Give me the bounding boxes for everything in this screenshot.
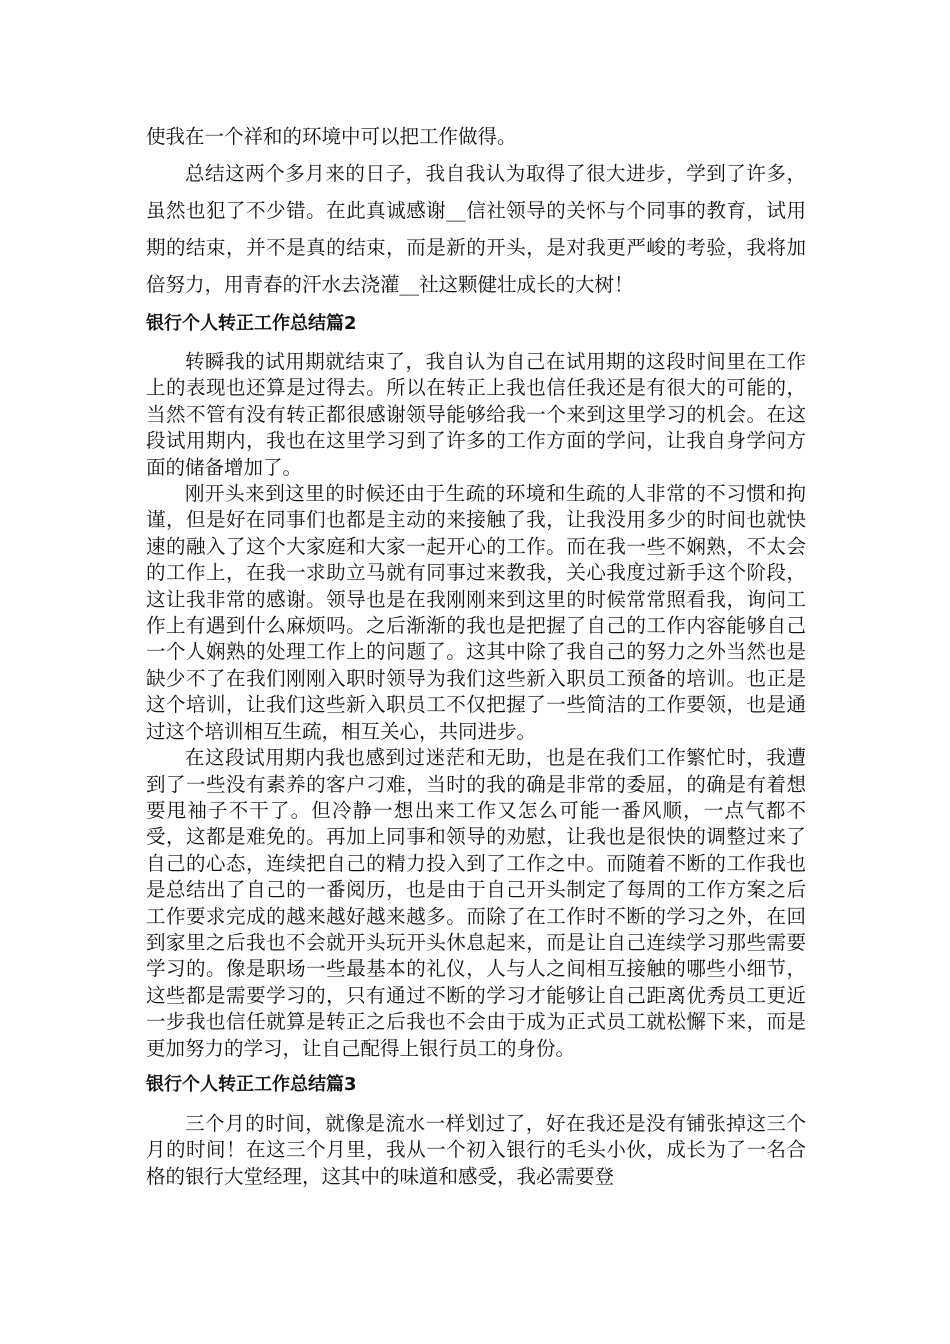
section-2-paragraph-1: 转瞬我的试用期就结束了，我自认为自己在试用期的这段时间里在工作上的表现也还算是过得去。所以在转正上我也信任我还是有很大的可能的，当然不管有没有转正都很感谢领导能够给我一个来到这里学习的机会。在这段试用期内，我也在这里学习到了许多的工作方面的学问，让我自身学问方面的储备增加了。 [146,350,806,479]
section-heading-3: 银行个人转正工作总结篇3 [146,1073,357,1095]
summary-paragraph: 总结这两个多月来的日子，我自我认为取得了很大进步，学到了许多，虽然也犯了不少错。在此真诚感谢__信社领导的关怀与个同事的教育，试用期的结束，并不是真的结束，而是新的开头，是对我更严峻的考验，我将加倍努力，用青春的汗水去浇灌__社这颗健壮成长的大树！ [146,162,806,296]
section-heading-2: 银行个人转正工作总结篇2 [146,313,357,334]
document-page [146,118,806,1190]
section-2-paragraph-2: 刚开头来到这里的时候还由于生疏的环境和生疏的人非常的不习惯和拘谨，但是好在同事们也都是主动的来接触了我，让我没用多少的时间也就快速的融入了这个大家庭和大家一起开心的工作。而在我一些不娴熟，不太会的工作上，在我一求助立马就有同事过来教我，关心我度过新手这个阶段，这让我非常的感谢。领导也是在我刚刚来到这里的时候常常照看我，询问工作上有遇到什么麻烦吗。之后渐渐的我也是把握了自己的工作内容能够自己一个人娴熟的处理工作上的问题了。这其中除了我自己的努力之外当然也是缺少不了在我们刚刚入职时领导为我们这些新入职员工预备的培训。也正是这个培训，让我们这些新入职员工不仅把握了一些简洁的工作要领，也是通过这个培训相互生疏，相互关心，共同进步。 [146,482,806,743]
section-2-paragraph-3: 在这段试用期内我也感到过迷茫和无助，也是在我们工作繁忙时，我遭到了一些没有素养的客户刁难，当时的我的确是非常的委屈，的确是有着想要甩袖子不干了。但冷静一想出来工作又怎么可能一番风顺，一点气都不受，这都是难免的。再加上同事和领导的劝慰，让我也是很快的调整过来了自己的心态，连续把自己的精力投入到了工作之中。而随着不断的工作我也是总结出了自己的一番阅历，也是由于自己开头制定了每周的工作方案之后工作要求完成的越来越好越来越多。而除了在工作时不断的学习之外，在回到家里之后我也不会就开头玩开头休息起来，而是让自己连续学习那些需要学习的。像是职场一些最基本的礼仪，人与人之间相互接触的哪些小细节，这些都是需要学习的，只有通过不断的学习才能够让自己距离优秀员工更近一步我也信任就算是转正之后我也不会由于成为正式员工就松懈下来，而是更加努力的学习，让自己配得上银行员工的身份。 [146,746,806,1060]
intro-line: 使我在一个祥和的环境中可以把工作做得。 [146,125,517,148]
section-3-paragraph-1: 三个月的时间，就像是流水一样划过了，好在我还是没有铺张掉这三个月的时间！在这三个月里，我从一个初入银行的毛头小伙，成长为了一名合格的银行大堂经理，这其中的味道和感受，我必需要登 [146,1111,806,1188]
